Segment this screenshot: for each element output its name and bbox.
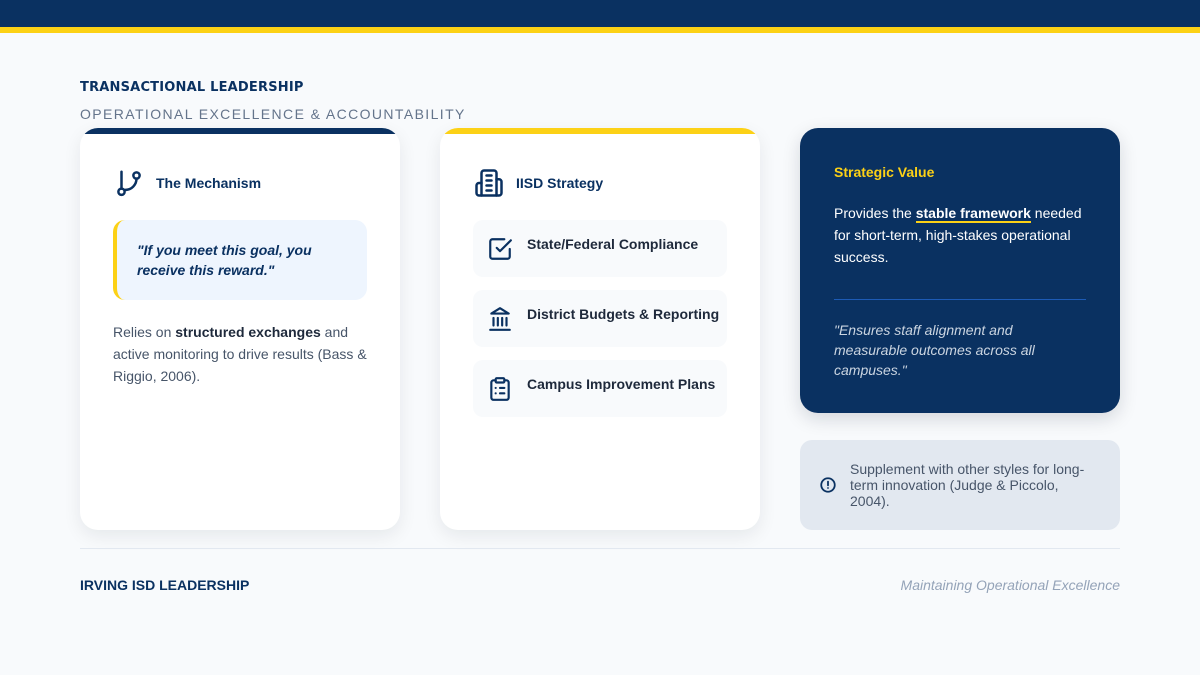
- bank-icon: [487, 306, 513, 332]
- description-prefix: Relies on: [113, 324, 176, 340]
- value-card-divider: [834, 299, 1086, 300]
- strategy-card: [440, 128, 760, 530]
- value-text-prefix: Provides the: [834, 205, 916, 221]
- strategic-value-title: Strategic Value: [834, 164, 935, 180]
- mechanism-description: [113, 321, 373, 387]
- info-circle-icon: [819, 476, 837, 494]
- strategy-list: [473, 220, 727, 430]
- description-suffix: and active monitoring to drive results (Bass & Riggio, 2006).: [113, 324, 367, 384]
- card-top-border: [440, 128, 760, 134]
- mechanism-card-header: [114, 168, 261, 198]
- page-title: TRANSACTIONAL LEADERSHIP: [80, 80, 304, 95]
- top-banner: [0, 0, 1200, 27]
- strategy-item-campus-plans: [473, 360, 727, 417]
- value-text-highlight: stable framework: [915, 205, 1031, 221]
- strategy-card-title: IISD Strategy: [516, 175, 604, 191]
- strategy-item-label: Campus Improvement Plans: [527, 376, 716, 392]
- mechanism-card: [80, 128, 400, 530]
- strategic-value-card: [800, 128, 1120, 413]
- supplement-note-text: Supplement with other styles for long-term innovation (Judge & Piccolo, 2004).: [850, 461, 1085, 509]
- strategy-card-header: [474, 168, 603, 198]
- strategy-item-label: District Budgets & Reporting: [527, 306, 720, 322]
- mechanism-card-title: The Mechanism: [156, 175, 262, 191]
- strategy-item-label: State/Federal Compliance: [527, 236, 699, 252]
- checkbox-icon: [487, 236, 513, 262]
- card-top-border: [80, 128, 400, 134]
- description-bold: structured exchanges: [175, 324, 321, 340]
- footer-tagline: Maintaining Operational Excellence: [900, 577, 1120, 593]
- branch-icon: [114, 168, 144, 198]
- building-icon: [474, 168, 504, 198]
- value-text-suffix: needed for short-term, high-stakes operational success.: [834, 205, 1082, 265]
- strategy-item-compliance: [473, 220, 727, 277]
- supplement-note-card: [800, 440, 1120, 530]
- clipboard-icon: [487, 376, 513, 402]
- page-subtitle: OPERATIONAL EXCELLENCE & ACCOUNTABILITY: [80, 106, 466, 122]
- footer-divider: [80, 548, 1120, 549]
- strategic-value-text: [834, 202, 1094, 268]
- top-accent-stripe: [0, 27, 1200, 33]
- footer-organization: IRVING ISD LEADERSHIP: [80, 577, 250, 593]
- strategy-item-budgets: [473, 290, 727, 347]
- strategic-value-quote: "Ensures staff alignment and measurable outcomes across all campuses.": [834, 322, 1035, 378]
- reward-quote: "If you meet this goal, you receive this reward.": [113, 220, 367, 300]
